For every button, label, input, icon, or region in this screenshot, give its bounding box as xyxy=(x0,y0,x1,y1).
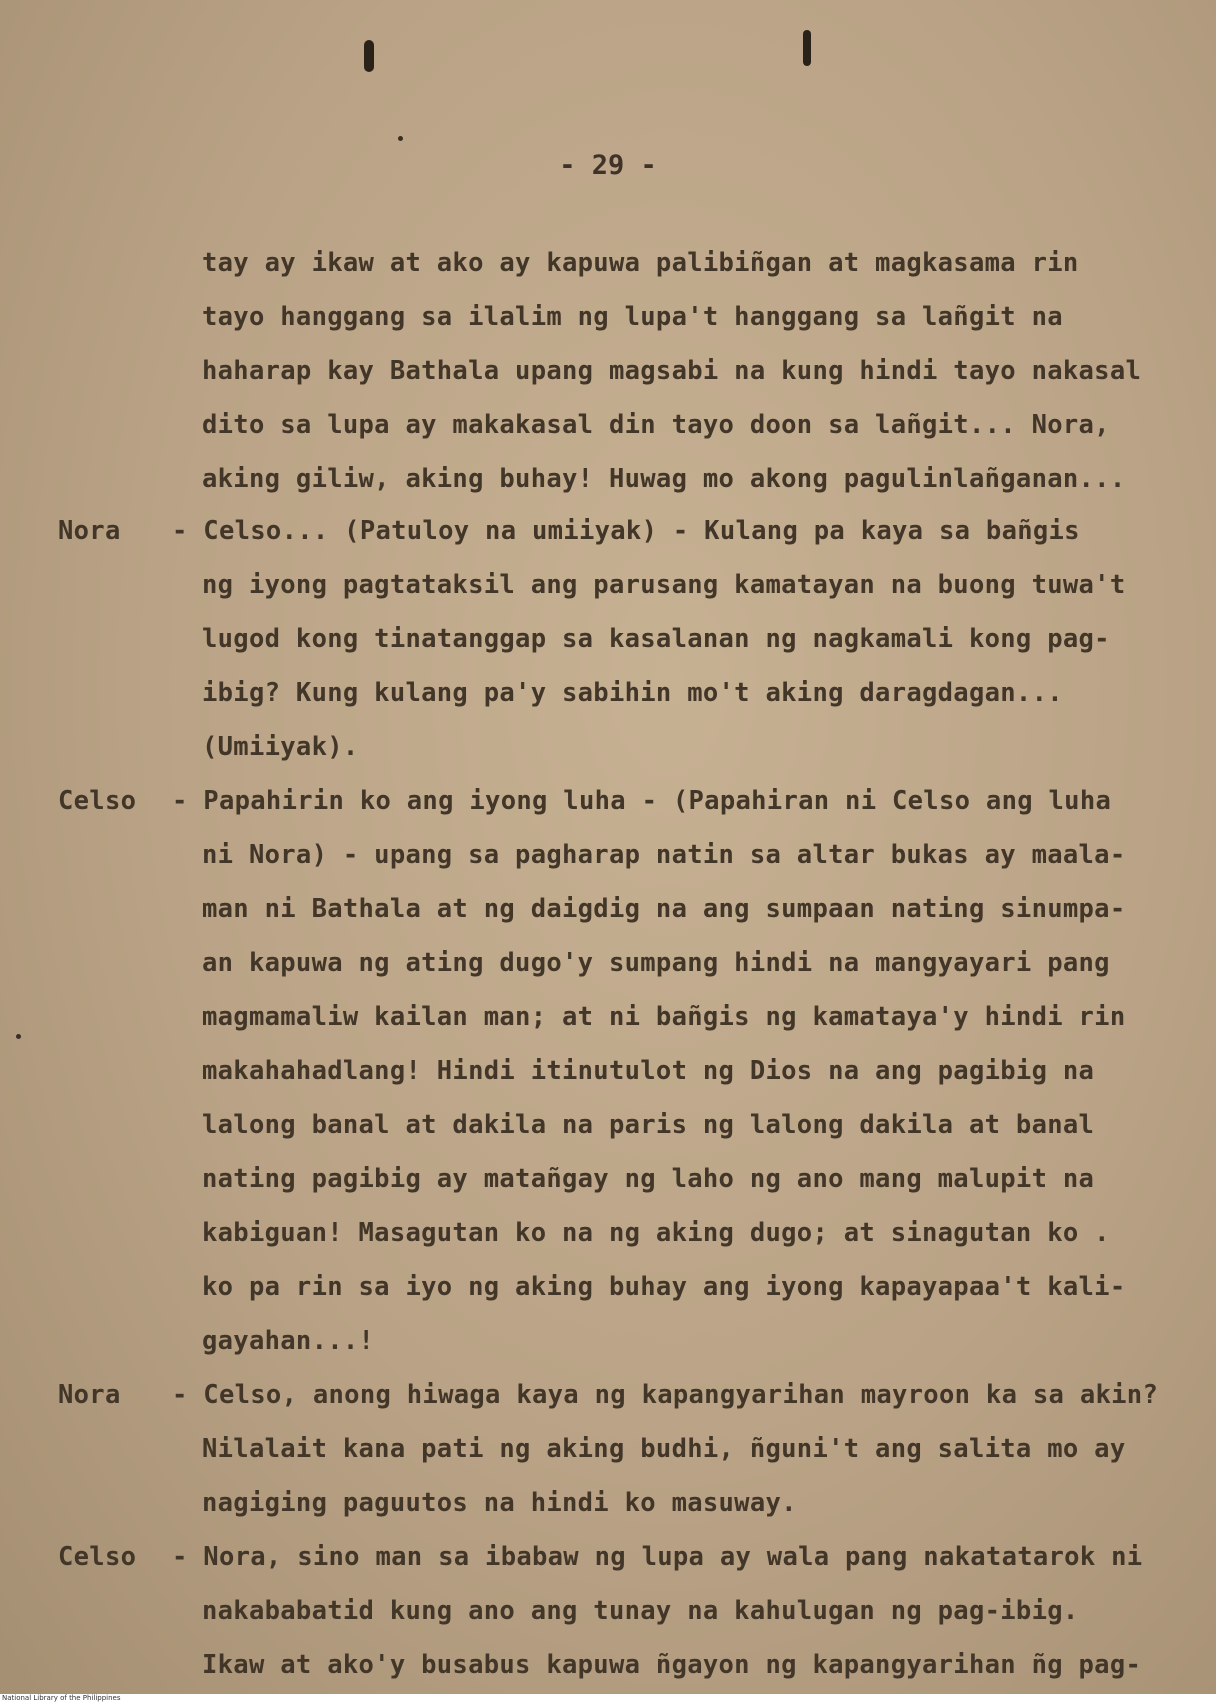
ink-dot xyxy=(16,1034,21,1039)
dialogue-line: tay ay ikaw at ako ay kapuwa palibiñgan at magkasama rin xyxy=(202,248,1079,278)
dialogue-line: nakababatid kung ano ang tunay na kahulugan ng pag-ibig. xyxy=(202,1596,1079,1626)
dialogue-line: ibig? Kung kulang pa'y sabihin mo't aking daragdagan... xyxy=(202,678,1063,708)
speaker-name: Nora xyxy=(58,1380,121,1410)
dialogue-line-start: - Celso... (Patuloy na umiiyak) - Kulang pa kaya sa bañgis xyxy=(172,516,1080,546)
dialogue-line: lugod kong tinatanggap sa kasalanan ng nagkamali kong pag- xyxy=(202,624,1110,654)
dialogue-line: dito sa lupa ay makakasal din tayo doon sa lañgit... Nora, xyxy=(202,410,1110,440)
dialogue-line: man ni Bathala at ng daigdig na ang sumpaan nating sinumpa- xyxy=(202,894,1126,924)
ink-dot xyxy=(398,136,403,141)
dialogue-line: nagiging paguutos na hindi ko masuway. xyxy=(202,1488,797,1518)
dialogue-line: ni Nora) - upang sa pagharap natin sa altar bukas ay maala- xyxy=(202,840,1126,870)
dialogue-line: lalong banal at dakila na paris ng lalong dakila at banal xyxy=(202,1110,1095,1140)
dialogue-line: tayo hanggang sa ilalim ng lupa't hanggang sa lañgit na xyxy=(202,302,1063,332)
dialogue-line: kabiguan! Masagutan ko na ng aking dugo; at sinagutan ko . xyxy=(202,1218,1110,1248)
dialogue-line: gayahan...! xyxy=(202,1326,375,1356)
dialogue-line: makahahadlang! Hindi itinutulot ng Dios na ang pagibig na xyxy=(202,1056,1095,1086)
dialogue-line: (Umiiyak). xyxy=(202,732,359,762)
speaker-name: Nora xyxy=(58,516,121,546)
speaker-name: Celso xyxy=(58,786,137,816)
dialogue-line: nating pagibig ay matañgay ng laho ng ano mang malupit na xyxy=(202,1164,1095,1194)
dialogue-line-start: - Celso, anong hiwaga kaya ng kapangyarihan mayroon ka sa akin? xyxy=(172,1380,1159,1410)
dialogue-line: Nilalait kana pati ng aking budhi, ñguni't ang salita mo ay xyxy=(202,1434,1126,1464)
page-number: - 29 - xyxy=(559,150,657,181)
footer-credit: National Library of the Philippines xyxy=(0,1694,1216,1703)
dialogue-line: ng iyong pagtataksil ang parusang kamatayan na buong tuwa't xyxy=(202,570,1126,600)
dialogue-line: magmamaliw kailan man; at ni bañgis ng kamataya'y hindi rin xyxy=(202,1002,1126,1032)
speaker-name: Celso xyxy=(58,1542,137,1572)
dialogue-line: aking giliw, aking buhay! Huwag mo akong pagulinlañganan... xyxy=(202,464,1126,494)
dialogue-line: an kapuwa ng ating dugo'y sumpang hindi na mangyayari pang xyxy=(202,948,1110,978)
dialogue-line: ko pa rin sa iyo ng aking buhay ang iyong kapayapaa't kali- xyxy=(202,1272,1126,1302)
dialogue-line-start: - Nora, sino man sa ibabaw ng lupa ay wala pang nakatatarok ni xyxy=(172,1542,1143,1572)
punch-hole xyxy=(803,30,811,66)
dialogue-line-start: - Papahirin ko ang iyong luha - (Papahiran ni Celso ang luha xyxy=(172,786,1112,816)
punch-hole xyxy=(364,40,374,72)
dialogue-line: Ikaw at ako'y busabus kapuwa ñgayon ng kapangyarihan ñg pag- xyxy=(202,1650,1142,1680)
dialogue-line: haharap kay Bathala upang magsabi na kung hindi tayo nakasal xyxy=(202,356,1142,386)
